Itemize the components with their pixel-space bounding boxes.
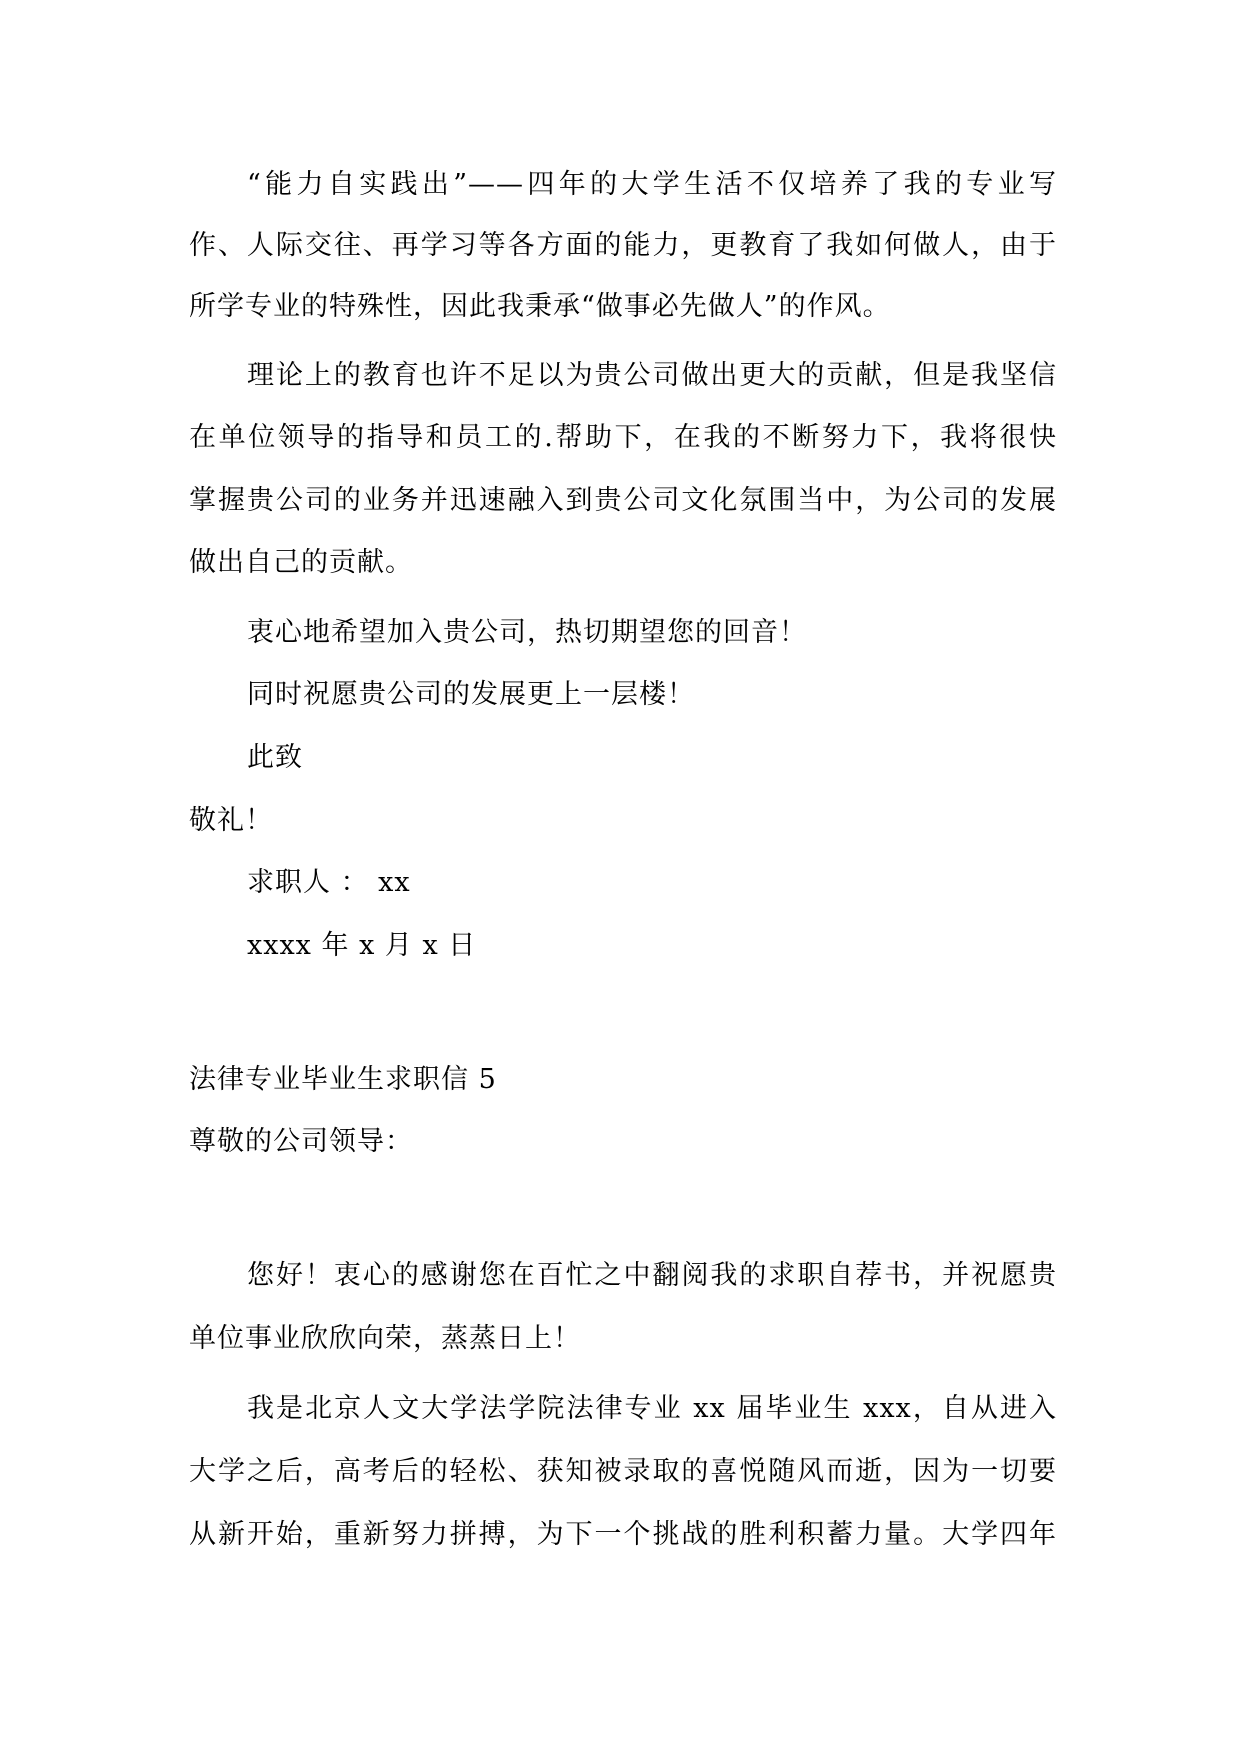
paragraph-line: 我是北京人文大学法学院法律专业 xx 届毕业生 xxx，自从进入 [247, 1393, 1057, 1424]
signature-line: 求职人 ： xx [247, 867, 411, 898]
date-line: xxxx 年 x 月 x 日 [247, 930, 477, 961]
paragraph-line: 理论上的教育也许不足以为贵公司做出更大的贡献，但是我坚信 [247, 360, 1057, 391]
section-title: 法律专业毕业生求职信 5 [189, 1064, 497, 1095]
paragraph-line: 所学专业的特殊性，因此我秉承“做事必先做人”的作风。 [189, 291, 891, 322]
paragraph-line: 衷心地希望加入贵公司，热切期望您的回音！ [247, 617, 807, 648]
paragraph-line: 从新开始，重新努力拼搏，为下一个挑战的胜利积蓄力量。大学四年 [189, 1519, 1057, 1550]
paragraph-line: 单位事业欣欣向荣，蒸蒸日上！ [189, 1323, 581, 1354]
paragraph-line: 作、人际交往、再学习等各方面的能力，更教育了我如何做人，由于 [189, 230, 1057, 261]
paragraph-line: 在单位领导的指导和员工的.帮助下，在我的不断努力下，我将很快 [189, 422, 1057, 453]
closing-salute: 敬礼！ [189, 805, 273, 836]
closing-line: 此致 [247, 742, 303, 773]
paragraph-line: 大学之后，高考后的轻松、获知被录取的喜悦随风而逝，因为一切要 [189, 1456, 1057, 1487]
paragraph-line: 同时祝愿贵公司的发展更上一层楼！ [247, 679, 695, 710]
paragraph-line: 做出自己的贡献。 [189, 547, 413, 578]
paragraph-line: 您好！衷心的感谢您在百忙之中翻阅我的求职自荐书，并祝愿贵 [247, 1260, 1057, 1291]
salutation-line: 尊敬的公司领导： [189, 1126, 413, 1157]
paragraph-line: 掌握贵公司的业务并迅速融入到贵公司文化氛围当中，为公司的发展 [189, 485, 1057, 516]
paragraph-line: “能力自实践出”——四年的大学生活不仅培养了我的专业写 [247, 169, 1057, 200]
